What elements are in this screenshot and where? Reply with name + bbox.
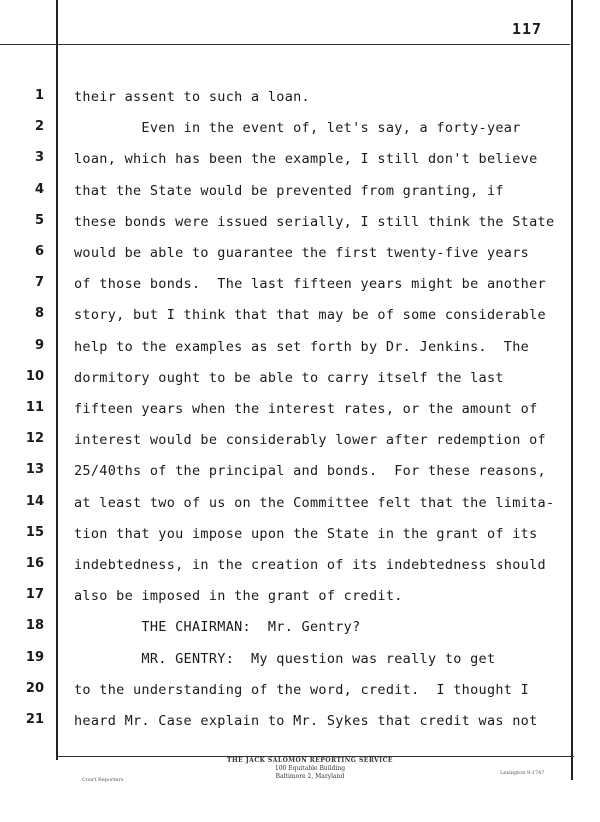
- line-number: 9: [34, 338, 44, 353]
- line-number: 13: [25, 462, 44, 477]
- line-number: 5: [34, 213, 44, 228]
- footer-address-1: 100 Equitable Building: [274, 765, 346, 772]
- line-number: 21: [25, 712, 44, 727]
- line-number: 6: [34, 244, 44, 259]
- line-number: 1: [34, 88, 44, 103]
- transcript-line: also be imposed in the grant of credit.: [74, 588, 403, 604]
- transcript-line: help to the examples as set forth by Dr. Jenkins. The: [74, 339, 530, 355]
- line-number: 7: [34, 275, 44, 290]
- transcript-line: MR. GENTRY: My question was really to get: [74, 651, 496, 667]
- line-number: 4: [34, 182, 44, 197]
- right-margin-rule: [571, 0, 573, 780]
- transcript-line: that the State would be prevented from granting, if: [74, 183, 504, 199]
- line-number: 15: [25, 525, 44, 540]
- line-number: 20: [25, 681, 44, 696]
- transcript-line: fifteen years when the interest rates, or the amount of: [74, 401, 538, 417]
- line-number: 16: [25, 556, 44, 571]
- transcript-line: at least two of us on the Committee felt that the limita-: [74, 495, 555, 511]
- transcript-line: these bonds were issued serially, I still think the State: [74, 214, 555, 230]
- transcript-line: Even in the event of, let's say, a forty-year: [74, 120, 521, 136]
- transcript-line: indebtedness, in the creation of its indebtedness should: [74, 557, 546, 573]
- line-number: 3: [34, 150, 44, 165]
- transcript-line: THE CHAIRMAN: Mr. Gentry?: [74, 619, 361, 635]
- line-number: 19: [25, 650, 44, 665]
- footer-left-note: Court Reporters: [82, 777, 124, 783]
- transcript-line: of those bonds. The last fifteen years might be another: [74, 276, 546, 292]
- transcript-line: would be able to guarantee the first twenty-five years: [74, 245, 530, 261]
- line-number: 11: [25, 400, 44, 415]
- transcript-line: loan, which has been the example, I still don't believe: [74, 151, 538, 167]
- line-number: 14: [25, 494, 44, 509]
- line-number: 8: [34, 306, 44, 321]
- footer-title: THE JACK SALOMON REPORTING SERVICE: [227, 757, 393, 764]
- transcript-line: to the understanding of the word, credit. I thought I: [74, 682, 530, 698]
- footer-imprint: [180, 757, 440, 781]
- transcript-line: story, but I think that that may be of some considerable: [74, 307, 546, 323]
- transcript-line: tion that you impose upon the State in the grant of its: [74, 526, 538, 542]
- line-number: 2: [34, 119, 44, 134]
- line-number: 10: [25, 369, 44, 384]
- line-number: 12: [25, 431, 44, 446]
- page-number: 117: [512, 20, 543, 38]
- transcript-line: interest would be considerably lower after redemption of: [74, 432, 546, 448]
- footer-address-2: Baltimore 2, Maryland: [275, 773, 345, 780]
- transcript-line: heard Mr. Case explain to Mr. Sykes that credit was not: [74, 713, 538, 729]
- line-number: 17: [25, 587, 44, 602]
- line-number: 18: [25, 618, 44, 633]
- transcript-line: 25/40ths of the principal and bonds. For these reasons,: [74, 463, 546, 479]
- top-rule: [0, 44, 570, 45]
- transcript-line: dormitory ought to be able to carry itself the last: [74, 370, 504, 386]
- footer-right-note: Lexington 9-1747: [500, 770, 545, 776]
- transcript-line: their assent to such a loan.: [74, 89, 310, 105]
- left-margin-rule: [56, 0, 58, 760]
